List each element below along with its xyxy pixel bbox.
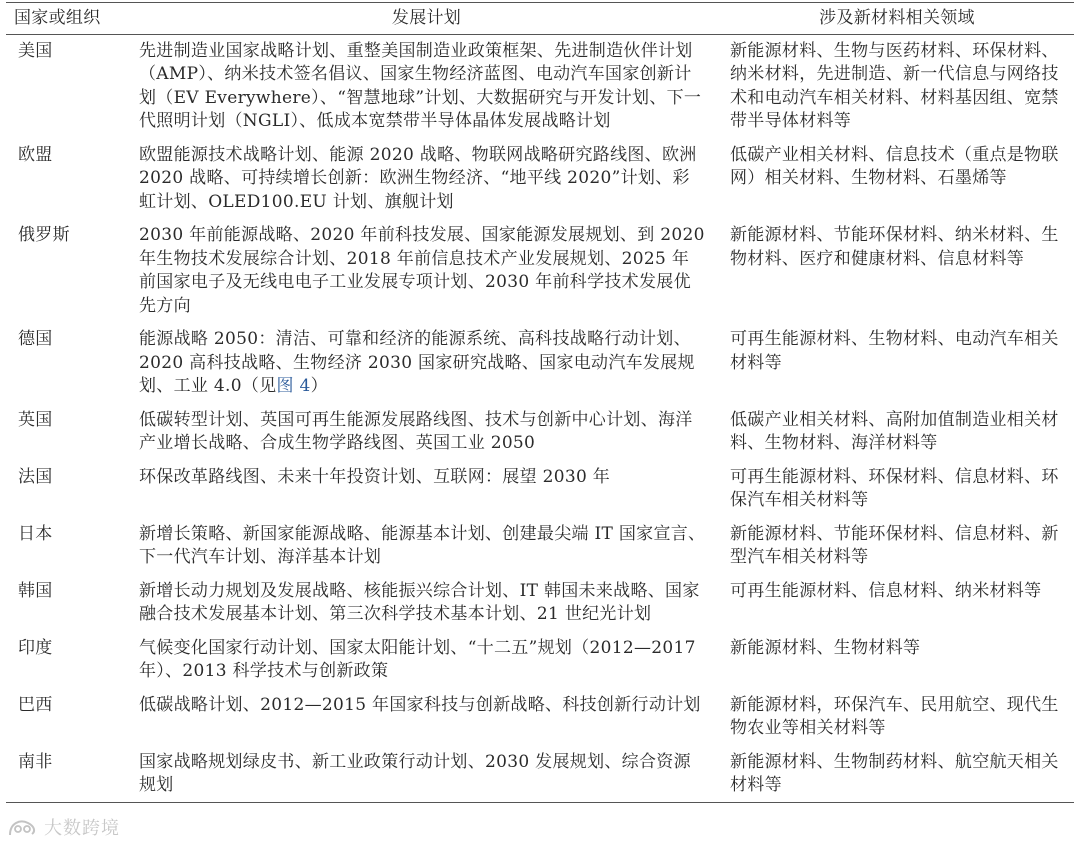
header-plan: 发展计划 xyxy=(133,3,720,35)
row-plan: 低碳转型计划、英国可再生能源发展路线图、技术与创新中心计划、海洋产业增长战略、合成生物学路线图、英国工业 2050 xyxy=(133,403,720,460)
row-country: 韩国 xyxy=(6,574,133,631)
row-country: 印度 xyxy=(6,631,133,688)
row-country: 南非 xyxy=(6,745,133,802)
row-fields: 低碳产业相关材料、高附加值制造业相关材料、生物材料、海洋材料等 xyxy=(720,403,1074,460)
row-fields: 新能源材料、生物材料等 xyxy=(720,631,1074,688)
table-row xyxy=(6,688,1074,745)
row-country: 美国 xyxy=(6,34,133,138)
row-plan: 先进制造业国家战略计划、重整美国制造业政策框架、先进制造伙伴计划（AMP）、纳米技术签名倡议、国家生物经济蓝图、电动汽车国家创新计划（EV Everywhere）、“智慧地球”计划、大数据研究与开发计划、下一代照明计划（NGLI）、低成本宽禁带半导体晶体发展战略计划 xyxy=(133,34,720,138)
row-country: 日本 xyxy=(6,517,133,574)
watermark-logo-icon xyxy=(6,815,40,839)
row-plan: 新增长动力规划及发展战略、核能振兴综合计划、IT 韩国未来战略、国家融合技术发展基本计划、第三次科学技术基本计划、21 世纪光计划 xyxy=(133,574,720,631)
table-row xyxy=(6,403,1074,460)
row-country: 巴西 xyxy=(6,688,133,745)
row-fields: 可再生能源材料、生物材料、电动汽车相关材料等 xyxy=(720,323,1074,404)
row-plan: 气候变化国家行动计划、国家太阳能计划、“十二五”规划（2012—2017 年）、2013 科学技术与创新政策 xyxy=(133,631,720,688)
header-country: 国家或组织 xyxy=(6,3,133,35)
row-plan: 环保改革路线图、未来十年投资计划、互联网：展望 2030 年 xyxy=(133,460,720,517)
table-row xyxy=(6,631,1074,688)
table-row xyxy=(6,323,1074,404)
row-country: 欧盟 xyxy=(6,138,133,219)
table-row xyxy=(6,745,1074,802)
watermark-text: 大数跨境 xyxy=(44,818,120,839)
row-plan: 2030 年前能源战略、2020 年前科技发展、国家能源发展规划、到 2020 年生物技术发展综合计划、2018 年前信息技术产业发展规划、2025 年前国家电子及无线电电子工业发展专项计划、2030 年前科学技术发展优先方向 xyxy=(133,219,720,323)
row-country: 俄罗斯 xyxy=(6,219,133,323)
row-plan: 国家战略规划绿皮书、新工业政策行动计划、2030 发展规划、综合资源规划 xyxy=(133,745,720,802)
header-fields: 涉及新材料相关领域 xyxy=(720,3,1074,35)
row-plan: 低碳战略计划、2012—2015 年国家科技与创新战略、科技创新行动计划 xyxy=(133,688,720,745)
row-fields: 新能源材料、节能环保材料、纳米材料、生物材料、医疗和健康材料、信息材料等 xyxy=(720,219,1074,323)
figure-reference-link[interactable]: 图 4 xyxy=(276,376,311,396)
table-row xyxy=(6,34,1074,138)
row-fields: 低碳产业相关材料、信息技术（重点是物联网）相关材料、生物材料、石墨烯等 xyxy=(720,138,1074,219)
policy-table xyxy=(6,2,1074,803)
row-fields: 新能源材料、节能环保材料、信息材料、新型汽车相关材料等 xyxy=(720,517,1074,574)
table-row xyxy=(6,574,1074,631)
row-plan: 新增长策略、新国家能源战略、能源基本计划、创建最尖端 IT 国家宣言、下一代汽车计划、海洋基本计划 xyxy=(133,517,720,574)
row-fields: 新能源材料，环保汽车、民用航空、现代生物农业等相关材料等 xyxy=(720,688,1074,745)
row-fields: 可再生能源材料、信息材料、纳米材料等 xyxy=(720,574,1074,631)
plan-text-end: ） xyxy=(310,376,328,396)
row-plan xyxy=(133,323,720,404)
table-body xyxy=(6,34,1074,802)
row-fields: 可再生能源材料、环保材料、信息材料、环保汽车相关材料等 xyxy=(720,460,1074,517)
row-country: 德国 xyxy=(6,323,133,404)
table-row xyxy=(6,219,1074,323)
policy-table-container xyxy=(6,2,1074,803)
row-fields: 新能源材料、生物制药材料、航空航天相关材料等 xyxy=(720,745,1074,802)
row-country: 法国 xyxy=(6,460,133,517)
plan-text: 能源战略 2050：清洁、可靠和经济的能源系统、高科技战略行动计划、2020 高科技战略、生物经济 2030 国家研究战略、国家电动汽车发展规划、工业 4.0（见 xyxy=(139,329,695,396)
table-row xyxy=(6,517,1074,574)
table-row xyxy=(6,138,1074,219)
watermark xyxy=(6,814,120,840)
row-country: 英国 xyxy=(6,403,133,460)
header-row xyxy=(6,3,1074,35)
row-plan: 欧盟能源技术战略计划、能源 2020 战略、物联网战略研究路线图、欧洲 2020 战略、可持续增长创新：欧洲生物经济、“地平线 2020”计划、彩虹计划、OLED100.EU 计划、旗舰计划 xyxy=(133,138,720,219)
table-row xyxy=(6,460,1074,517)
table-header xyxy=(6,3,1074,35)
row-fields: 新能源材料、生物与医药材料、环保材料、纳米材料，先进制造、新一代信息与网络技术和电动汽车相关材料、材料基因组、宽禁带半导体材料等 xyxy=(720,34,1074,138)
